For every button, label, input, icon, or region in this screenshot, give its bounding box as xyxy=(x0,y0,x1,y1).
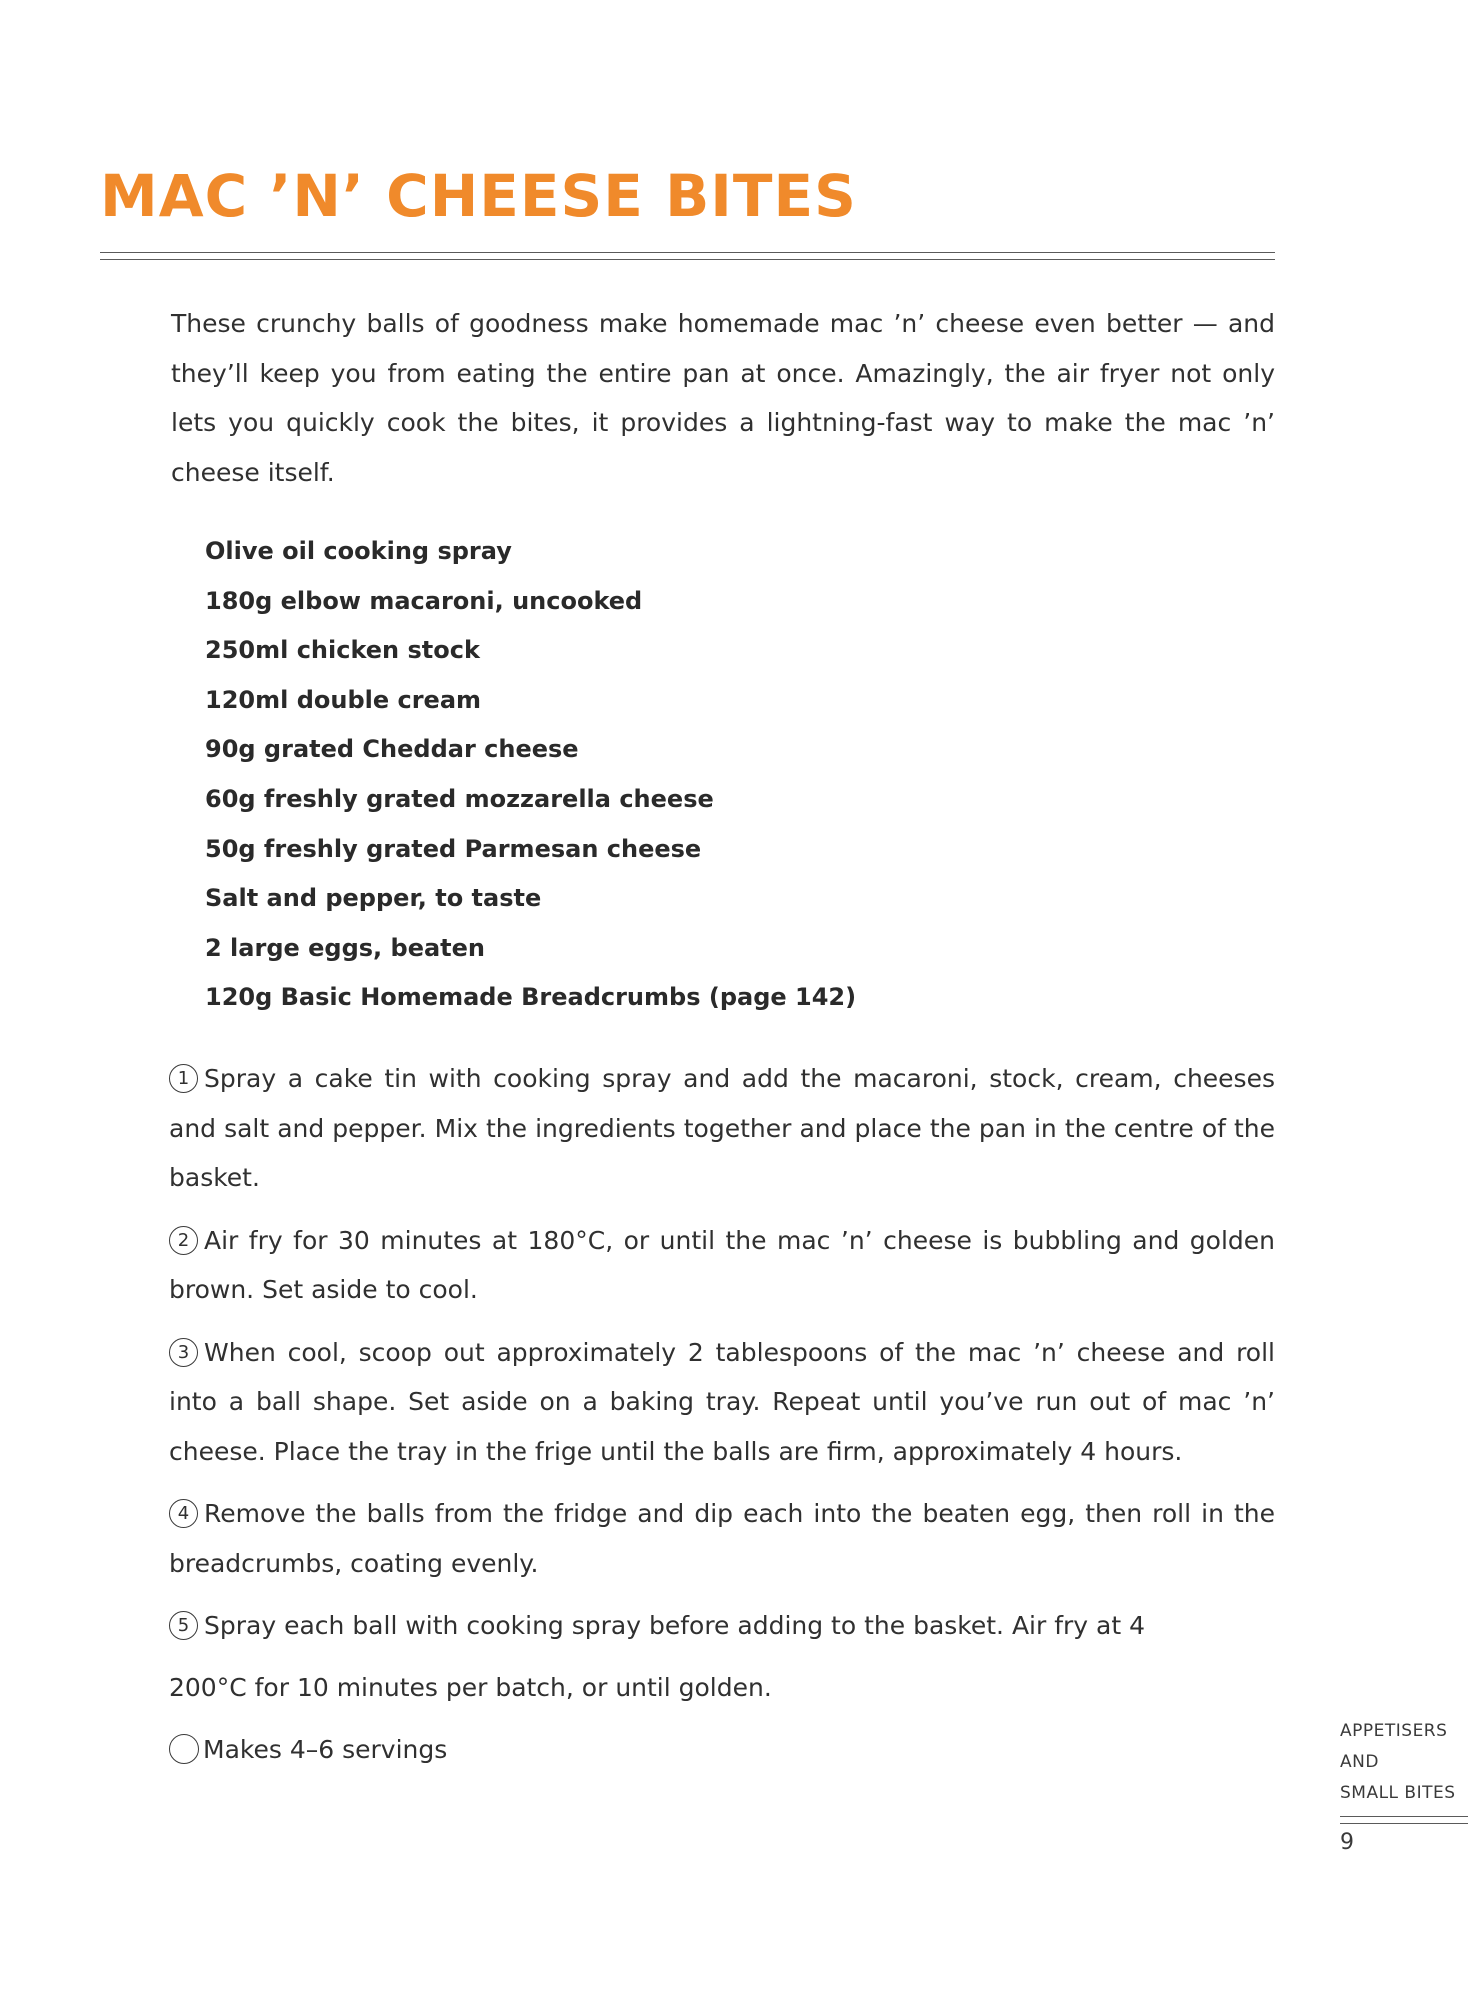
step-text: Air fry for 30 minutes at 180°C, or until the mac ’n’ cheese is bubbling and golden brown. Set aside to cool. xyxy=(169,1225,1275,1304)
circle-icon xyxy=(169,1734,199,1764)
step-text: Spray a cake tin with cooking spray and add the macaroni, stock, cream, cheeses and salt and pepper. Mix the ingredients together and place the pan in the centre of the basket. xyxy=(169,1064,1275,1192)
recipe-intro: These crunchy balls of goodness make homemade mac ’n’ cheese even better — and they’ll keep you from eating the entire pan at once. Amazingly, the air fryer not only lets you quickly cook the bites, it provides a lightning-fast way to make the mac ’n’ cheese itself. xyxy=(171,309,1275,487)
method-step-3 xyxy=(169,1328,1275,1477)
step-number-badge: 3 xyxy=(169,1338,198,1367)
step-text: When cool, scoop out approximately 2 tablespoons of the mac ’n’ cheese and roll into a ball shape. Set aside on a baking tray. Repeat until you’ve run out of mac ’n’ cheese. Place the tray in the frige until the balls are firm, approximately 4 hours. xyxy=(169,1337,1275,1466)
step-number-badge: 2 xyxy=(169,1226,198,1255)
side-rule-bottom xyxy=(1340,1823,1468,1824)
step-text: Remove the balls from the fridge and dip each into the beaten egg, then roll in the breadcrumbs, coating evenly. xyxy=(169,1499,1275,1578)
ingredient-item: 120ml double cream xyxy=(205,685,482,714)
method-step-4 xyxy=(169,1489,1275,1588)
section-label-line: APPETISERS xyxy=(1340,1721,1448,1741)
method-step-2 xyxy=(169,1216,1275,1315)
ingredient-item: 180g elbow macaroni, uncooked xyxy=(205,586,643,615)
ingredient-item: 250ml chicken stock xyxy=(205,636,480,665)
step-number-badge: 1 xyxy=(169,1064,198,1093)
method-step-5 xyxy=(169,1601,1275,1712)
section-label xyxy=(1340,1716,1456,1809)
ingredient-list xyxy=(205,527,856,1023)
section-label-line: AND xyxy=(1340,1752,1379,1772)
title-rule-top xyxy=(100,252,1275,253)
section-label-line: SMALL BITES xyxy=(1340,1783,1456,1803)
servings-line xyxy=(169,1725,1275,1775)
method-steps xyxy=(169,1054,1275,1775)
step-number-badge: 4 xyxy=(169,1499,198,1528)
ingredient-item: 60g freshly grated mozzarella cheese xyxy=(205,784,714,813)
recipe-title: MAC ’N’ CHEESE BITES xyxy=(100,162,857,230)
ingredient-item: 90g grated Cheddar cheese xyxy=(205,735,579,764)
page-number: 9 xyxy=(1340,1830,1354,1855)
step-text: Spray each ball with cooking spray before adding to the basket. Air fry at 4 xyxy=(204,1611,1146,1640)
ingredient-item: 2 large eggs, beaten xyxy=(205,933,486,962)
title-rule-bottom xyxy=(100,259,1275,260)
servings-text: Makes 4–6 servings xyxy=(203,1735,448,1764)
ingredient-item: 50g freshly grated Parmesan cheese xyxy=(205,834,702,863)
ingredient-item: 120g Basic Homemade Breadcrumbs (page 142) xyxy=(205,983,857,1012)
step-text-continued: 200°C for 10 minutes per batch, or until golden. xyxy=(169,1672,772,1702)
ingredient-item: Olive oil cooking spray xyxy=(205,537,512,565)
method-step-1 xyxy=(169,1054,1275,1203)
ingredient-item: Salt and pepper, to taste xyxy=(205,884,542,913)
step-number-badge: 5 xyxy=(169,1611,198,1640)
side-rule-top xyxy=(1340,1816,1468,1817)
